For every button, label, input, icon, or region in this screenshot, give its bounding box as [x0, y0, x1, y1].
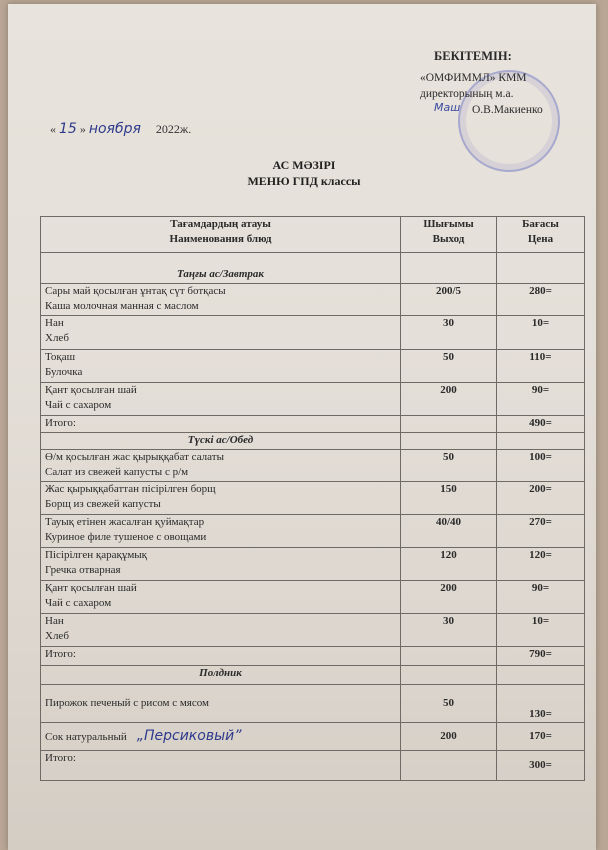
title-ru: МЕНЮ ГПД классы	[247, 174, 361, 188]
section-row-lunch	[41, 433, 585, 450]
item-yield: 200	[401, 723, 497, 751]
item-name-kz: Жас қырыққабаттан пісірілген борщ	[45, 483, 216, 495]
section-row-breakfast	[41, 253, 585, 284]
header-yield-kz: Шығымы	[423, 218, 474, 230]
table-row	[41, 482, 585, 515]
total-row-lunch	[41, 647, 585, 666]
item-name-kz: Сок натуральный	[45, 730, 127, 743]
item-name-kz: Сары май қосылған ұнтақ сүт ботқасы	[45, 285, 226, 297]
item-name-ru: Каша молочная манная с маслом	[45, 300, 199, 312]
item-price: 10=	[497, 614, 585, 647]
item-name-ru: Салат из свежей капусты с р/м	[45, 466, 189, 478]
item-name-kz: Ө/м қосылған жас қырыққабат салаты	[45, 451, 224, 463]
header-price-kz: Бағасы	[522, 218, 559, 230]
item-price: 90=	[497, 383, 585, 416]
approval-position: директорының м.а.	[420, 88, 514, 100]
item-yield: 40/40	[401, 515, 497, 548]
item-name-ru: Хлеб	[45, 332, 69, 344]
table-row	[41, 350, 585, 383]
item-yield: 30	[401, 316, 497, 350]
item-price: 170=	[497, 723, 585, 751]
item-price: 100=	[497, 450, 585, 482]
table-row	[41, 383, 585, 416]
table-row	[41, 515, 585, 548]
header-price	[497, 217, 585, 253]
item-yield: 150	[401, 482, 497, 515]
menu-table	[40, 216, 585, 781]
section-row-snack	[41, 666, 585, 685]
item-name-kz: Пісірілген қарақұмық	[45, 549, 148, 561]
item-yield: 50	[401, 685, 497, 723]
item-price: 270=	[497, 515, 585, 548]
header-name-kz: Тағамдардың атауы	[170, 218, 271, 230]
item-yield: 200	[401, 581, 497, 614]
table-row	[41, 614, 585, 647]
signature: Маш	[434, 101, 461, 114]
item-name-ru: Чай с сахаром	[45, 597, 112, 609]
item-name-kz: Қант қосылған шай	[45, 384, 137, 396]
table-row	[41, 548, 585, 581]
item-name-ru: Чай с сахаром	[45, 399, 112, 411]
date-month: ноября	[88, 121, 141, 137]
item-yield: 50	[401, 450, 497, 482]
header-price-ru: Цена	[527, 233, 554, 245]
header-yield	[401, 217, 497, 253]
item-price: 120=	[497, 548, 585, 581]
item-name-ru: Гречка отварная	[45, 564, 121, 576]
date-year: 2022ж.	[155, 122, 192, 136]
item-name-kz: Қант қосылған шай	[45, 582, 137, 594]
item-price: 10=	[497, 316, 585, 350]
section-label: Түскі ас/Обед	[41, 433, 401, 450]
date-close-quote: »	[79, 122, 86, 136]
item-yield: 200/5	[401, 284, 497, 316]
item-price: 200=	[497, 482, 585, 515]
date-open-quote: «	[50, 122, 56, 136]
item-name-kz: Тоқаш	[45, 351, 76, 363]
total-row-breakfast	[41, 416, 585, 433]
item-name-ru: Куриное филе тушеное с овощами	[45, 531, 207, 543]
table-row	[41, 581, 585, 614]
approval-heading: БЕКІТЕМІН:	[434, 49, 512, 63]
approval-signer-line	[420, 102, 543, 118]
header-yield-ru: Выход	[432, 233, 465, 245]
total-value: 300=	[497, 751, 585, 781]
total-label: Итого:	[41, 416, 401, 433]
total-row-snack	[41, 751, 585, 781]
table-row	[41, 450, 585, 482]
item-name-ru: Булочка	[45, 366, 83, 378]
table-row	[41, 316, 585, 350]
item-yield: 30	[401, 614, 497, 647]
header-name	[41, 217, 401, 253]
item-name-kz: Тауық етінен жасалған қуймақтар	[45, 516, 205, 528]
item-yield: 200	[401, 383, 497, 416]
section-label: Полдник	[41, 666, 401, 685]
item-name-kz: Нан	[45, 615, 64, 627]
item-price: 130=	[497, 685, 585, 723]
table-row	[41, 685, 585, 723]
table-row	[41, 284, 585, 316]
total-label: Итого:	[41, 647, 401, 666]
title-kz: АС МӘЗІРІ	[272, 158, 336, 172]
item-price: 90=	[497, 581, 585, 614]
item-price: 280=	[497, 284, 585, 316]
approval-org: «ОМФИММЛ» КММ	[420, 72, 527, 84]
item-yield: 50	[401, 350, 497, 383]
item-yield: 120	[401, 548, 497, 581]
total-value: 790=	[497, 647, 585, 666]
total-value: 490=	[497, 416, 585, 433]
approval-block	[420, 48, 543, 118]
item-price: 110=	[497, 350, 585, 383]
document-date	[50, 121, 191, 137]
date-day: 15	[59, 121, 77, 137]
handwritten-note: „Персиковый”	[136, 727, 242, 744]
item-name-ru: Хлеб	[45, 630, 69, 642]
header-name-ru: Наименования блюд	[169, 233, 272, 245]
total-label: Итого:	[41, 751, 401, 781]
table-row	[41, 723, 585, 751]
item-name-ru: Борщ из свежей капусты	[45, 498, 161, 510]
item-name-kz: Пирожок печеный с рисом с мясом	[41, 685, 401, 723]
section-label: Таңғы ас/Завтрак	[41, 253, 401, 284]
item-name-kz: Нан	[45, 317, 64, 329]
table-header-row	[41, 217, 585, 253]
approval-signer: О.В.Макиенко	[472, 104, 543, 116]
